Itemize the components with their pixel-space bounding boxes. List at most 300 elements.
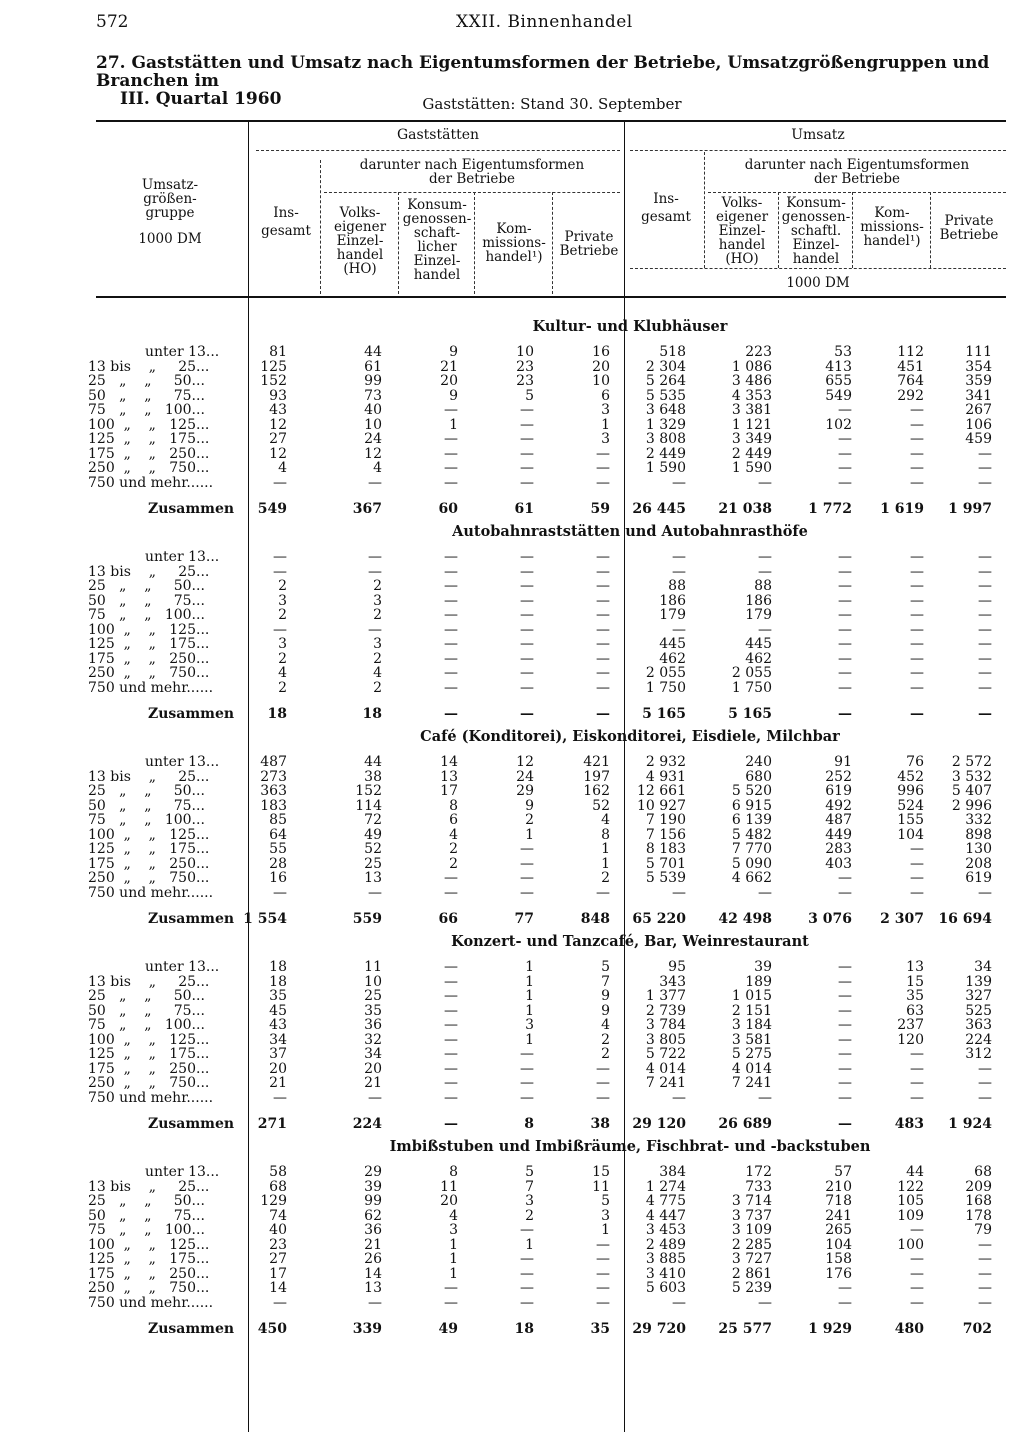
table-cell: 114 (355, 798, 382, 814)
table-cell: 339 (352, 1321, 382, 1337)
table-cell: 273 (260, 769, 287, 785)
table-cell: 99 (364, 1193, 382, 1209)
table-subtitle: Gaststätten: Stand 30. September (422, 95, 682, 113)
table-cell: 2 996 (951, 798, 992, 814)
table-cell: — (910, 856, 924, 872)
total-label: Zusammen (148, 911, 235, 927)
table-cell: 63 (906, 1003, 924, 1019)
header-vdash (704, 152, 705, 268)
table-cell: 1 (449, 1237, 458, 1253)
table-cell: 327 (965, 988, 992, 1004)
table-cell: 619 (965, 870, 992, 886)
row-label: 175 „ „ 250... (88, 1061, 210, 1077)
table-cell: 2 489 (645, 1237, 686, 1253)
row-label: 75 „ „ 100... (88, 1222, 205, 1238)
table-cell: 15 (906, 974, 924, 990)
table-cell: 176 (825, 1266, 852, 1282)
table-cell: 2 304 (645, 359, 686, 375)
table-cell: 332 (965, 812, 992, 828)
table-cell: 39 (364, 1179, 382, 1195)
table-cell: — (444, 665, 458, 681)
table-cell: — (758, 1295, 772, 1311)
total-label: Zusammen (148, 706, 235, 722)
table-row (0, 886, 1024, 900)
table-cell: 1 772 (808, 501, 852, 517)
table-cell: 35 (364, 1003, 382, 1019)
table-cell: 73 (364, 388, 382, 404)
table-cell: — (273, 622, 287, 638)
table-cell: 702 (962, 1321, 992, 1337)
table-cell: 42 498 (718, 911, 772, 927)
page-number: 572 (96, 12, 129, 32)
table-row (0, 681, 1024, 695)
table-cell: 28 (269, 856, 287, 872)
table-cell: — (520, 1295, 534, 1311)
row-label: 250 „ „ 750... (88, 1075, 210, 1091)
table-cell: 93 (269, 388, 287, 404)
table-cell: 29 120 (632, 1116, 686, 1132)
section-title: Imbißstuben und Imbißräume, Fischbrat- und -backstuben (389, 1138, 871, 1155)
table-cell: 3 453 (645, 1222, 686, 1238)
table-cell: 43 (269, 1017, 287, 1033)
table-cell: 3 532 (951, 769, 992, 785)
table-row (0, 842, 1024, 856)
table-cell: — (596, 475, 610, 491)
row-label: 175 „ „ 250... (88, 856, 210, 872)
table-cell: — (368, 1090, 382, 1106)
table-cell: — (444, 402, 458, 418)
table-cell: 3 (373, 593, 382, 609)
table-cell: 2 (373, 607, 382, 623)
header-umsatz: Umsatz (791, 127, 845, 143)
table-cell: 122 (897, 1179, 924, 1195)
table-cell: — (758, 564, 772, 580)
row-label: 25 „ „ 50... (88, 783, 205, 799)
table-cell: — (758, 475, 772, 491)
table-cell: — (838, 1280, 852, 1296)
table-row (0, 550, 1024, 564)
row-label: 25 „ „ 50... (88, 373, 205, 389)
table-cell: — (978, 651, 992, 667)
table-row (0, 579, 1024, 593)
table-cell: 18 (269, 959, 287, 975)
table-cell: — (596, 1061, 610, 1077)
table-cell: 61 (364, 359, 382, 375)
table-cell: 91 (834, 754, 852, 770)
table-cell: 21 038 (718, 501, 772, 517)
row-label: 75 „ „ 100... (88, 812, 205, 828)
table-cell: 2 (525, 1208, 534, 1224)
table-cell: 9 (525, 798, 534, 814)
table-row (0, 857, 1024, 871)
table-cell: 1 750 (645, 680, 686, 696)
table-cell: 14 (440, 754, 458, 770)
table-cell: — (910, 841, 924, 857)
table-row (0, 1238, 1024, 1252)
table-row (0, 1004, 1024, 1018)
row-label: 100 „ „ 125... (88, 622, 210, 638)
header-volks-g: Volks- eigener Einzel- handel (HO) (333, 205, 387, 277)
page-header (0, 8, 1024, 32)
table-cell: 3 (278, 636, 287, 652)
table-cell: — (838, 431, 852, 447)
table-cell: 7 156 (645, 827, 686, 843)
table-row (0, 828, 1024, 842)
table-cell: — (672, 1295, 686, 1311)
table-cell: — (838, 665, 852, 681)
table-cell: 240 (745, 754, 772, 770)
table-cell: 125 (260, 359, 287, 375)
table-cell: 60 (438, 501, 458, 517)
table-cell: — (838, 988, 852, 1004)
table-cell: 139 (965, 974, 992, 990)
table-row (0, 389, 1024, 403)
table-cell: 680 (745, 769, 772, 785)
table-cell: — (520, 1251, 534, 1267)
table-cell: 13 (364, 870, 382, 886)
table-cell: 2 572 (951, 754, 992, 770)
table-cell: — (596, 651, 610, 667)
table-cell: — (910, 706, 924, 722)
row-label: 50 „ „ 75... (88, 593, 205, 609)
table-cell: 53 (834, 344, 852, 360)
table-cell: — (596, 680, 610, 696)
table-cell: — (838, 1295, 852, 1311)
table-cell: 445 (659, 636, 686, 652)
table-cell: — (910, 622, 924, 638)
table-cell: 10 927 (637, 798, 686, 814)
table-cell: 11 (440, 1179, 458, 1195)
table-cell: 44 (906, 1164, 924, 1180)
table-cell: 1 997 (948, 501, 992, 517)
table-cell: 7 770 (731, 841, 772, 857)
table-cell: — (444, 636, 458, 652)
table-row (0, 1091, 1024, 1105)
table-cell: — (910, 593, 924, 609)
table-row (0, 975, 1024, 989)
table-cell: 104 (825, 1237, 852, 1253)
table-row (0, 1296, 1024, 1310)
table-cell: — (978, 475, 992, 491)
header-dash (324, 192, 620, 193)
table-cell: 49 (438, 1321, 458, 1337)
table-cell: 898 (965, 827, 992, 843)
table-cell: 5 (525, 1164, 534, 1180)
table-cell: 179 (659, 607, 686, 623)
table-cell: 4 353 (731, 388, 772, 404)
table-cell: — (910, 431, 924, 447)
table-cell: 619 (825, 783, 852, 799)
table-cell: 5 539 (645, 870, 686, 886)
table-cell: — (444, 1061, 458, 1077)
table-cell: 152 (260, 373, 287, 389)
table-cell: 17 (440, 783, 458, 799)
table-cell: 445 (745, 636, 772, 652)
row-label: 13 bis „ 25... (88, 769, 210, 785)
table-cell: 2 861 (731, 1266, 772, 1282)
table-row (0, 360, 1024, 374)
row-label: 100 „ „ 125... (88, 1032, 210, 1048)
table-cell: 55 (269, 841, 287, 857)
table-cell: 52 (592, 798, 610, 814)
table-cell: — (910, 870, 924, 886)
table-cell: 1 (525, 988, 534, 1004)
table-cell: — (910, 446, 924, 462)
table-cell: 10 (516, 344, 534, 360)
table-cell: — (444, 578, 458, 594)
table-cell: 224 (352, 1116, 382, 1132)
table-cell: — (520, 665, 534, 681)
row-label: 175 „ „ 250... (88, 446, 210, 462)
table-cell: — (978, 1295, 992, 1311)
table-cell: 2 (278, 607, 287, 623)
table-cell: — (838, 1017, 852, 1033)
table-cell: 487 (260, 754, 287, 770)
table-row (0, 989, 1024, 1003)
table-cell: 2 (278, 680, 287, 696)
table-cell: — (910, 417, 924, 433)
table-cell: 1 274 (645, 1179, 686, 1195)
table-cell: 3 648 (645, 402, 686, 418)
table-cell: — (978, 636, 992, 652)
table-cell: — (838, 446, 852, 462)
table-cell: — (596, 578, 610, 594)
table-cell: 5 165 (642, 706, 686, 722)
table-cell: 21 (440, 359, 458, 375)
table-cell: — (596, 1075, 610, 1091)
table-cell: 61 (514, 501, 534, 517)
table-cell: 7 241 (645, 1075, 686, 1091)
table-cell: — (368, 622, 382, 638)
table-cell: — (838, 607, 852, 623)
table-cell: 12 (269, 417, 287, 433)
table-cell: 1 377 (645, 988, 686, 1004)
table-cell: 20 (269, 1061, 287, 1077)
table-cell: 186 (659, 593, 686, 609)
table-cell: 7 190 (645, 812, 686, 828)
table-cell: 58 (269, 1164, 287, 1180)
table-cell: 271 (257, 1116, 287, 1132)
table-cell: 27 (269, 1251, 287, 1267)
table-cell: — (520, 1075, 534, 1091)
table-cell: 252 (825, 769, 852, 785)
table-row (0, 565, 1024, 579)
table-cell: 21 (364, 1075, 382, 1091)
table-cell: 35 (906, 988, 924, 1004)
table-cell: — (978, 665, 992, 681)
table-cell: 37 (269, 1046, 287, 1062)
table-cell: 1 121 (731, 417, 772, 433)
table-cell: 5 (601, 1193, 610, 1209)
table-cell: — (910, 651, 924, 667)
table-cell: — (444, 1116, 458, 1132)
table-cell: 4 447 (645, 1208, 686, 1224)
table-cell: 3 (601, 431, 610, 447)
section-title: Autobahnraststätten und Autobahnrasthöfe (452, 523, 808, 540)
row-label: 25 „ „ 50... (88, 578, 205, 594)
table-cell: 18 (514, 1321, 534, 1337)
table-cell: 76 (906, 754, 924, 770)
table-cell: 848 (580, 911, 610, 927)
row-label: unter 13... (145, 959, 220, 975)
table-cell: — (444, 549, 458, 565)
table-cell: — (910, 475, 924, 491)
table-cell: 62 (364, 1208, 382, 1224)
table-cell: 45 (269, 1003, 287, 1019)
table-cell: 40 (364, 402, 382, 418)
table-row (0, 871, 1024, 885)
table-cell: 3 109 (731, 1222, 772, 1238)
table-row (0, 608, 1024, 622)
table-cell: 655 (825, 373, 852, 389)
table-cell: 4 (373, 665, 382, 681)
table-cell: — (444, 460, 458, 476)
table-cell: 1 329 (645, 417, 686, 433)
header-unit: 1000 DM (786, 275, 850, 291)
table-cell: — (838, 1046, 852, 1062)
table-cell: — (520, 1266, 534, 1282)
table-cell: 421 (583, 754, 610, 770)
row-label: 175 „ „ 250... (88, 1266, 210, 1282)
table-cell: 38 (590, 1116, 610, 1132)
total-label: Zusammen (148, 501, 235, 517)
table-cell: 65 220 (632, 911, 686, 927)
table-cell: — (368, 549, 382, 565)
table-cell: 99 (364, 373, 382, 389)
table-cell: 68 (974, 1164, 992, 1180)
table-cell: 525 (965, 1003, 992, 1019)
table-cell: 237 (897, 1017, 924, 1033)
table-row (0, 1165, 1024, 1179)
total-row (0, 1117, 1024, 1131)
table-cell: 2 (449, 856, 458, 872)
table-cell: 343 (659, 974, 686, 990)
table-row (0, 1281, 1024, 1295)
row-label: 13 bis „ 25... (88, 974, 210, 990)
table-cell: 9 (449, 388, 458, 404)
table-cell: 450 (257, 1321, 287, 1337)
table-cell: 18 (267, 706, 287, 722)
table-cell: — (978, 1090, 992, 1106)
table-cell: 29 720 (632, 1321, 686, 1337)
table-cell: — (444, 885, 458, 901)
table-cell: 1 (525, 1003, 534, 1019)
table-cell: 109 (897, 1208, 924, 1224)
header-group-column: Umsatz- größen- gruppe 1000 DM (138, 177, 202, 247)
table-cell: — (520, 1280, 534, 1296)
table-cell: 10 (364, 417, 382, 433)
table-cell: 996 (897, 783, 924, 799)
table-cell: — (596, 1295, 610, 1311)
table-cell: — (672, 564, 686, 580)
table-cell: 1 (449, 417, 458, 433)
table-cell: — (838, 870, 852, 886)
table-cell: — (758, 622, 772, 638)
table-cell: 363 (260, 783, 287, 799)
table-cell: 66 (438, 911, 458, 927)
total-row (0, 912, 1024, 926)
header-gaststaetten: Gaststätten (396, 127, 480, 143)
table-cell: 2 (278, 651, 287, 667)
table-cell: 210 (825, 1179, 852, 1195)
table-row (0, 1062, 1024, 1076)
table-cell: 6 915 (731, 798, 772, 814)
table-cell: 2 151 (731, 1003, 772, 1019)
table-cell: 413 (825, 359, 852, 375)
table-cell: 341 (965, 388, 992, 404)
table-cell: — (444, 1046, 458, 1062)
table-row (0, 960, 1024, 974)
row-label: unter 13... (145, 1164, 220, 1180)
table-cell: 3 808 (645, 431, 686, 447)
table-cell: 16 (592, 344, 610, 360)
table-cell: — (978, 549, 992, 565)
table-cell: — (758, 549, 772, 565)
table-cell: 223 (745, 344, 772, 360)
table-cell: 2 (525, 812, 534, 828)
row-label: 50 „ „ 75... (88, 388, 205, 404)
table-cell: — (520, 1090, 534, 1106)
table-cell: 38 (364, 769, 382, 785)
table-cell: 451 (897, 359, 924, 375)
table-cell: 36 (364, 1017, 382, 1033)
table-cell: 5 520 (731, 783, 772, 799)
table-cell: — (520, 607, 534, 623)
table-cell: — (444, 1090, 458, 1106)
table-row (0, 1018, 1024, 1032)
table-cell: — (838, 1061, 852, 1077)
table-cell: 2 (373, 680, 382, 696)
table-cell: 11 (364, 959, 382, 975)
table-cell: 2 307 (880, 911, 924, 927)
header-vdash (320, 160, 321, 294)
table-title-line-1: 27. Gaststätten und Umsatz nach Eigentumsformen der Betriebe, Umsatzgrößengruppen und Branchen im (96, 53, 990, 91)
table-cell: — (838, 959, 852, 975)
table-row (0, 345, 1024, 359)
table-cell: — (596, 549, 610, 565)
header-vdash (398, 192, 399, 294)
table-cell: 12 (364, 446, 382, 462)
table-cell: — (444, 988, 458, 1004)
table-cell: 1 (601, 841, 610, 857)
table-cell: 1 590 (645, 460, 686, 476)
table-cell: 21 (364, 1237, 382, 1253)
table-cell: 5 090 (731, 856, 772, 872)
table-cell: — (444, 1032, 458, 1048)
table-cell: 189 (745, 974, 772, 990)
header-vdash (552, 192, 553, 294)
table-cell: 480 (894, 1321, 924, 1337)
table-cell: — (444, 622, 458, 638)
table-cell: — (910, 402, 924, 418)
header-top-rule (96, 120, 1006, 122)
table-cell: 265 (825, 1222, 852, 1238)
table-cell: — (444, 870, 458, 886)
table-cell: 5 535 (645, 388, 686, 404)
table-cell: 25 (364, 988, 382, 1004)
header-komm-g: Kom- missions- handel¹) (482, 221, 546, 265)
row-label: 100 „ „ 125... (88, 827, 210, 843)
table-cell: 5 407 (951, 783, 992, 799)
table-cell: 1 086 (731, 359, 772, 375)
table-cell: 26 445 (632, 501, 686, 517)
table-row (0, 403, 1024, 417)
table-cell: 4 (601, 812, 610, 828)
table-cell: 59 (590, 501, 610, 517)
table-cell: 79 (974, 1222, 992, 1238)
table-cell: 4 (278, 665, 287, 681)
table-cell: 29 (364, 1164, 382, 1180)
